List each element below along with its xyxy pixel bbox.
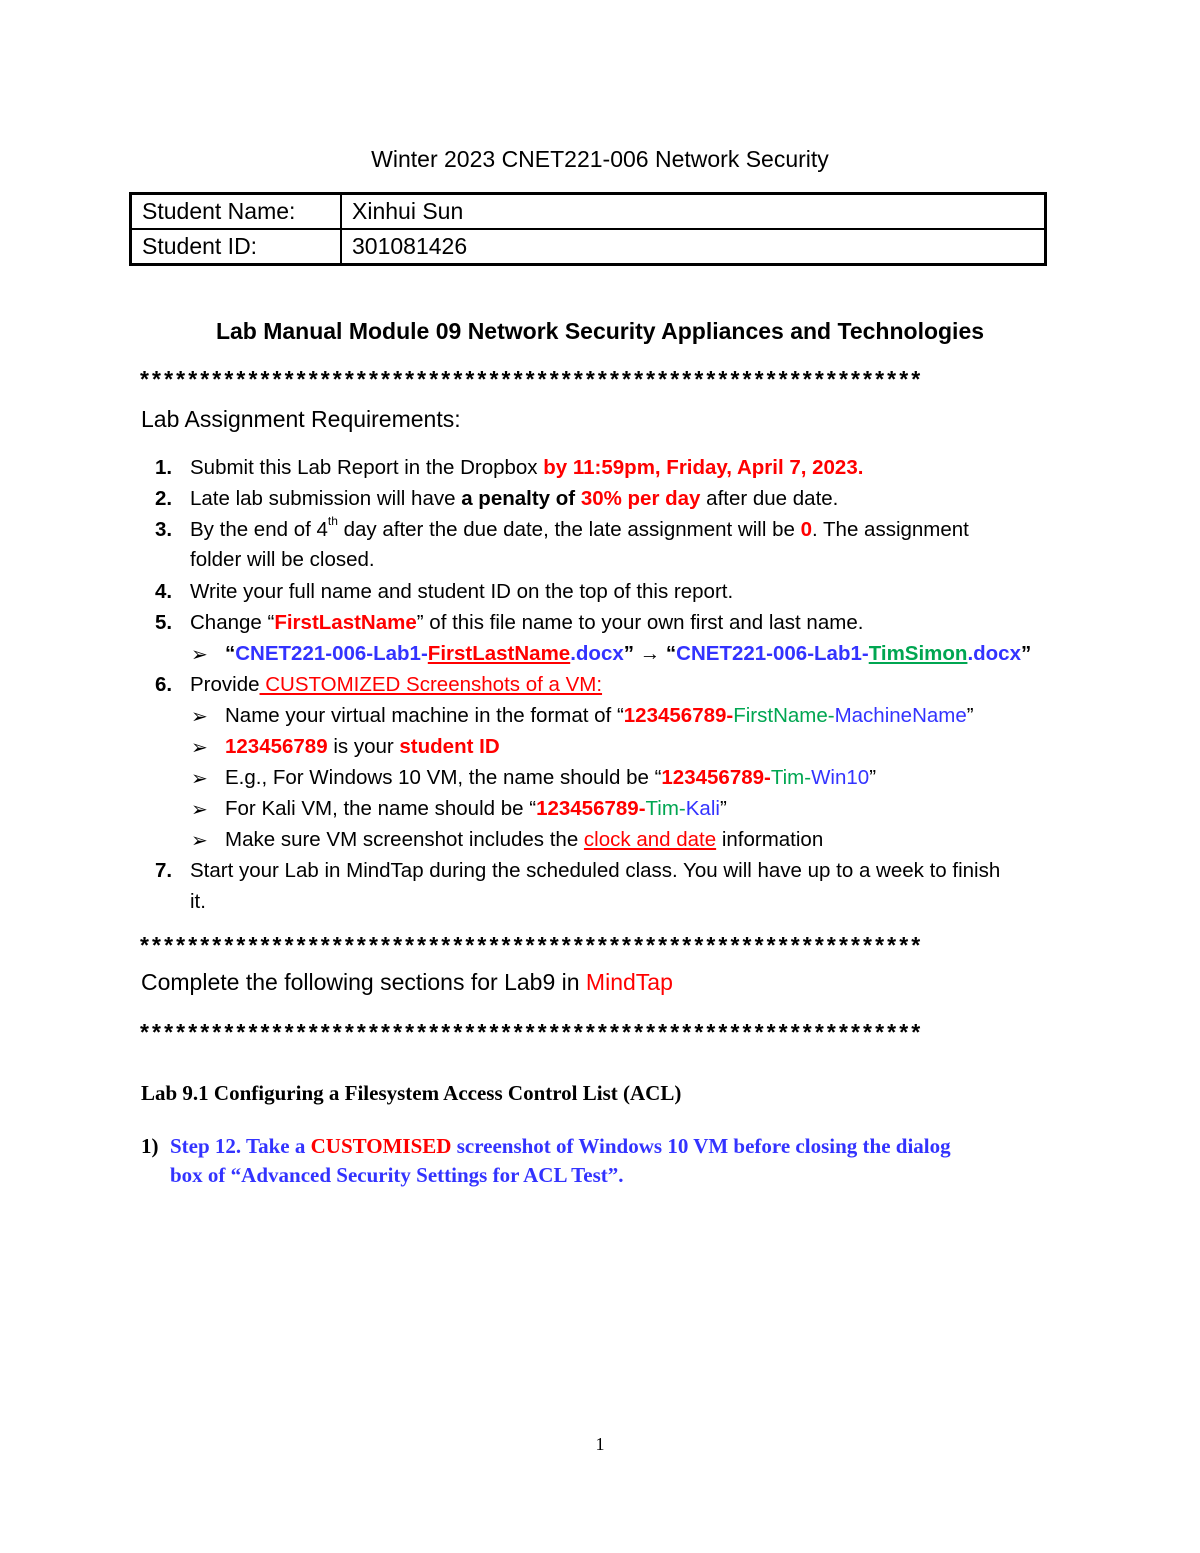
req6-bullet-3 — [225, 766, 876, 790]
b61-machinename: MachineName — [834, 704, 967, 727]
step-12-line2: box of “Advanced Security Settings for ACL Test”. — [170, 1163, 624, 1187]
req6-bullet-5 — [225, 828, 823, 852]
b64-id: 123456789- — [536, 797, 646, 820]
item-number-4: 4. — [155, 580, 173, 603]
separator-line: ***************************************************************** — [140, 1019, 924, 1045]
req2-penalty: a penalty of — [461, 487, 581, 510]
req1-deadline: by 11:59pm, Friday, April 7, 2023. — [543, 456, 864, 479]
ex-ext-2: .docx — [967, 642, 1021, 665]
requirement-item-3 — [190, 514, 969, 542]
item-number-7: 7. — [155, 859, 173, 882]
b64-tim: Tim- — [645, 797, 686, 820]
item-number-2: 2. — [155, 487, 173, 510]
separator-line: ***************************************************************** — [140, 932, 924, 958]
b61-text: Name your virtual machine in the format of “ — [225, 704, 624, 727]
b62-text: is your — [327, 735, 400, 758]
item-number-5: 5. — [155, 611, 173, 634]
step-number: 1) — [141, 1134, 159, 1158]
b61-firstname: FirstName- — [733, 704, 835, 727]
arrowhead-bullet-icon: ➢ — [191, 706, 208, 728]
requirement-item-2 — [190, 487, 838, 511]
requirement-item-7: Start your Lab in MindTap during the scheduled class. You will have up to a week to finish — [190, 859, 1001, 882]
right-arrow-icon: → — [639, 642, 661, 665]
req6-bullet-2 — [225, 735, 500, 759]
b63-id: 123456789- — [661, 766, 771, 789]
step-customised: CUSTOMISED — [310, 1134, 452, 1158]
item-number-1: 1. — [155, 456, 173, 479]
lab-title: Lab Manual Module 09 Network Security Appliances and Technologies — [215, 318, 985, 344]
req3-text: By the end of 4 — [190, 518, 328, 541]
student-info-table — [129, 192, 1047, 266]
step-text: Step 12. Take a — [170, 1134, 311, 1158]
item-number-3: 3. — [155, 518, 173, 541]
ex-quote-open: “ — [225, 642, 236, 665]
student-name-row — [131, 194, 1046, 230]
req5-text: Change “ — [190, 611, 275, 634]
req6-customized: CUSTOMIZED Screenshots of a VM: — [259, 673, 603, 696]
ex-timsimon: TimSimon — [868, 642, 968, 665]
requirement-item-5 — [190, 611, 863, 635]
course-title: Winter 2023 CNET221-006 Network Security — [371, 146, 829, 172]
arrowhead-bullet-icon: ➢ — [191, 768, 208, 790]
student-id-row — [131, 229, 1046, 265]
b63-text: E.g., For Windows 10 VM, the name should be “ — [225, 766, 662, 789]
req5-text2: ” of this file name to your own first and last name. — [416, 611, 864, 634]
b62-id: 123456789 — [225, 735, 328, 758]
arrowhead-bullet-icon: ➢ — [191, 830, 208, 852]
requirement-item-6 — [190, 673, 602, 697]
req2-tail: after due date. — [700, 487, 839, 510]
req3-text3: . The assignment — [812, 518, 969, 541]
b65-tail: information — [716, 828, 824, 851]
req1-text: Submit this Lab Report in the Dropbox — [190, 456, 544, 479]
item-number-6: 6. — [155, 673, 173, 696]
req5-firstlastname: FirstLastName — [274, 611, 417, 634]
req6-bullet-1 — [225, 704, 974, 728]
b62-studentid: student ID — [399, 735, 500, 758]
b63-win10: Win10 — [811, 766, 870, 789]
b64-text: For Kali VM, the name should be “ — [225, 797, 537, 820]
ex-quote-open-2: “ — [660, 642, 677, 665]
req3-zero: 0 — [800, 518, 812, 541]
requirement-item-4: Write your full name and student ID on the top of this report. — [190, 580, 734, 603]
req2-percent: 30% per day — [580, 487, 701, 510]
ex-ext: .docx — [570, 642, 624, 665]
ex-quote-close-2: ” — [1020, 642, 1032, 665]
complete-sections-heading — [141, 969, 673, 996]
ex-firstlastname: FirstLastName — [427, 642, 571, 665]
b61-close: ” — [966, 704, 974, 727]
req7-line2: it. — [190, 890, 206, 913]
req3-text2: day after the due date, the late assignment will be — [337, 518, 801, 541]
b61-id: 123456789- — [623, 704, 734, 727]
requirements-heading: Lab Assignment Requirements: — [141, 406, 461, 432]
b63-close: ” — [869, 766, 877, 789]
student-id-value: 301081426 — [341, 229, 1046, 265]
student-id-label: Student ID: — [131, 229, 342, 265]
b65-clock: clock and date — [583, 828, 717, 851]
lab-9-1-title: Lab 9.1 Configuring a Filesystem Access Control List (ACL) — [141, 1081, 682, 1105]
req6-text: Provide — [190, 673, 260, 696]
step-12-instruction — [170, 1134, 951, 1159]
req5-example — [225, 642, 1031, 666]
req3-sup: th — [327, 514, 338, 528]
ex-prefix-2: CNET221-006-Lab1- — [676, 642, 869, 665]
req3-line2: folder will be closed. — [190, 548, 375, 571]
arrowhead-bullet-icon: ➢ — [191, 737, 208, 759]
step-text2: screenshot of Windows 10 VM before closing the dialog — [451, 1134, 951, 1158]
mindtap-label: MindTap — [585, 969, 673, 995]
requirement-item-1 — [190, 456, 863, 480]
ex-prefix: CNET221-006-Lab1- — [235, 642, 428, 665]
arrowhead-bullet-icon: ➢ — [191, 644, 208, 666]
ex-quote-close: ” — [623, 642, 640, 665]
req6-bullet-4 — [225, 797, 727, 821]
req2-text: Late lab submission will have — [190, 487, 462, 510]
page-number: 1 — [595, 1434, 605, 1454]
student-name-value: Xinhui Sun — [341, 194, 1046, 230]
b63-tim: Tim- — [770, 766, 812, 789]
arrowhead-bullet-icon: ➢ — [191, 799, 208, 821]
complete-text: Complete the following sections for Lab9 in — [141, 969, 586, 995]
student-name-label: Student Name: — [131, 194, 342, 230]
b65-text: Make sure VM screenshot includes the — [225, 828, 584, 851]
b64-close: ” — [719, 797, 727, 820]
separator-line: ***************************************************************** — [140, 366, 924, 392]
b64-kali: Kali — [685, 797, 720, 820]
